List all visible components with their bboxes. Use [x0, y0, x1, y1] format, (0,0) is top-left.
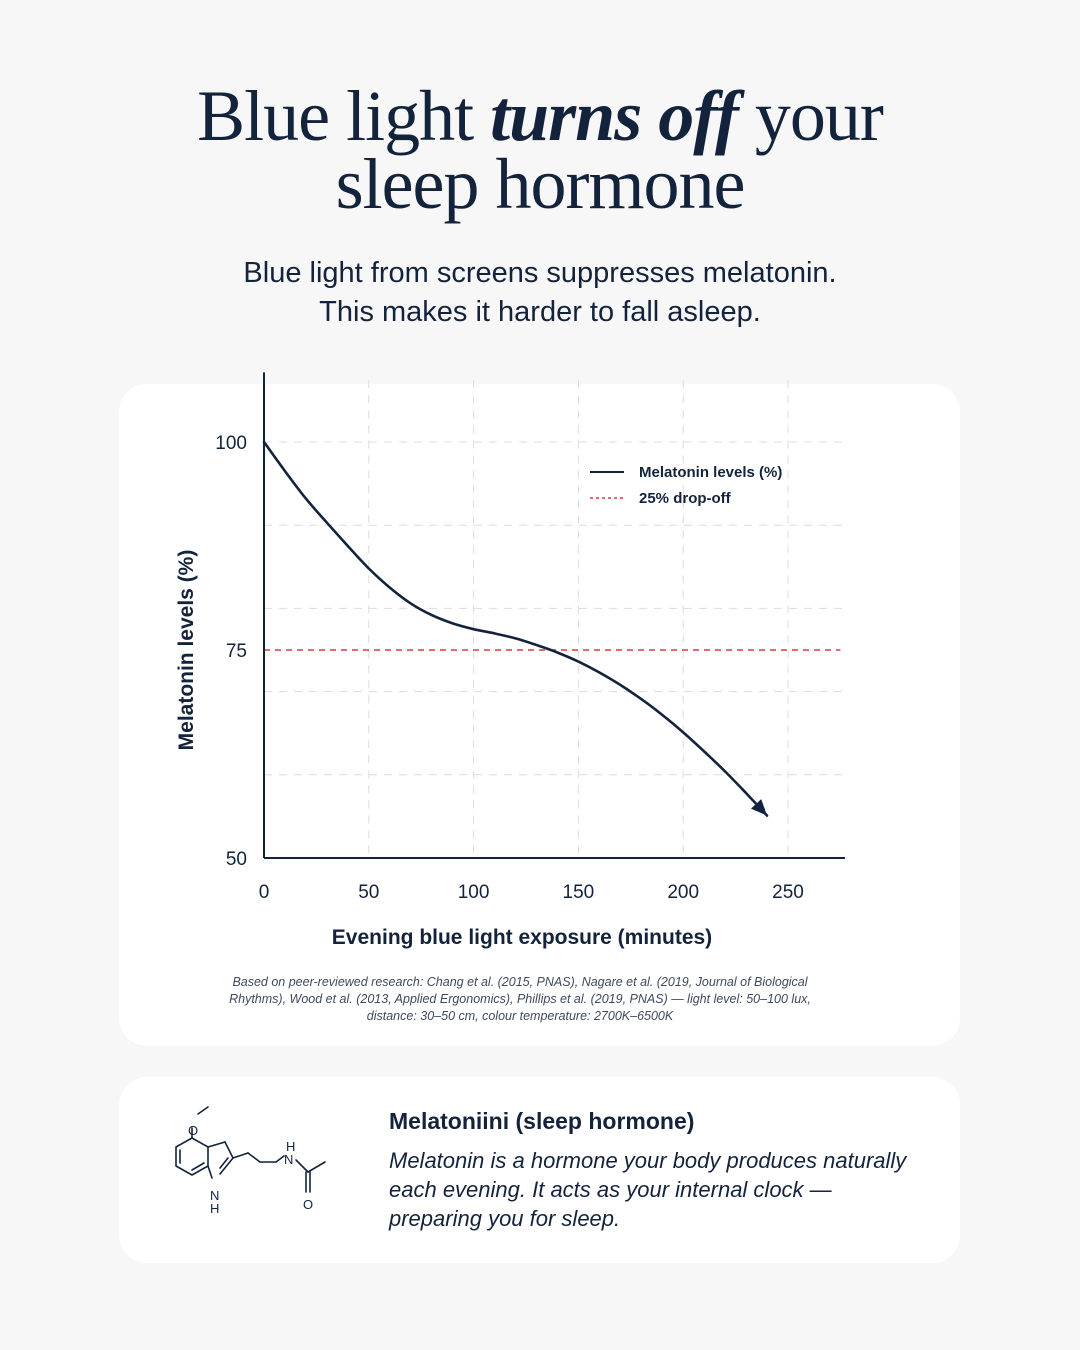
molecule-carbonyl-o-label: O — [303, 1197, 314, 1212]
y-axis-label: Melatonin levels (%) — [175, 549, 198, 751]
x-tick-label: 100 — [457, 882, 490, 903]
chart-legend — [590, 464, 782, 507]
y-tick-label: 50 — [225, 849, 247, 870]
info-body: Melatonin is a hormone your body produces naturally each evening. It acts as your internal clock — preparing you for sleep. — [389, 1148, 907, 1231]
legend-label-dropoff: 25% drop-off — [639, 490, 731, 507]
molecule-oxygen-label: O — [188, 1123, 199, 1138]
x-axis-label: Evening blue light exposure (minutes) — [331, 926, 713, 949]
title-emphasis: turns off — [490, 76, 738, 156]
x-tick-label: 250 — [772, 882, 804, 903]
x-tick-label: 150 — [562, 882, 595, 903]
molecule-ring-h-label: H — [210, 1201, 220, 1216]
subtitle-line1: Blue light from screens suppresses melatonin. — [243, 257, 837, 289]
molecule-amide-n-label: N — [284, 1152, 294, 1167]
melatonin-molecule-icon — [160, 1100, 340, 1230]
y-tick-label: 75 — [225, 641, 247, 662]
subtitle-line2: This makes it harder to fall asleep. — [319, 296, 761, 328]
source-note: Based on peer-reviewed research: Chang et al. (2015, PNAS), Nagare et al. (2019, Journal of Biological Rhythms), Wood et al. (2013, Applied Ergonomics), Phillips et al. (2019, PNAS) — light level: 50–100 lux, distance: 30–50 cm, colour temperature: 2700K–6500K — [229, 975, 811, 1023]
x-tick-label: 200 — [667, 882, 700, 903]
y-tick-label: 100 — [215, 433, 247, 454]
chart-grid — [264, 380, 845, 858]
x-tick-label: 50 — [358, 882, 380, 903]
legend-label-melatonin: Melatonin levels (%) — [639, 464, 783, 481]
title-line2: sleep hormone — [335, 144, 745, 224]
title-part1: Blue light — [197, 76, 491, 156]
molecule-amide-h-label: H — [286, 1139, 296, 1154]
info-title: Melatoniini (sleep hormone) — [389, 1108, 695, 1134]
title-part2: your — [737, 76, 883, 156]
chart-axes — [264, 372, 845, 858]
x-tick-label: 0 — [258, 882, 270, 903]
molecule-ring-n-label: N — [210, 1188, 220, 1203]
